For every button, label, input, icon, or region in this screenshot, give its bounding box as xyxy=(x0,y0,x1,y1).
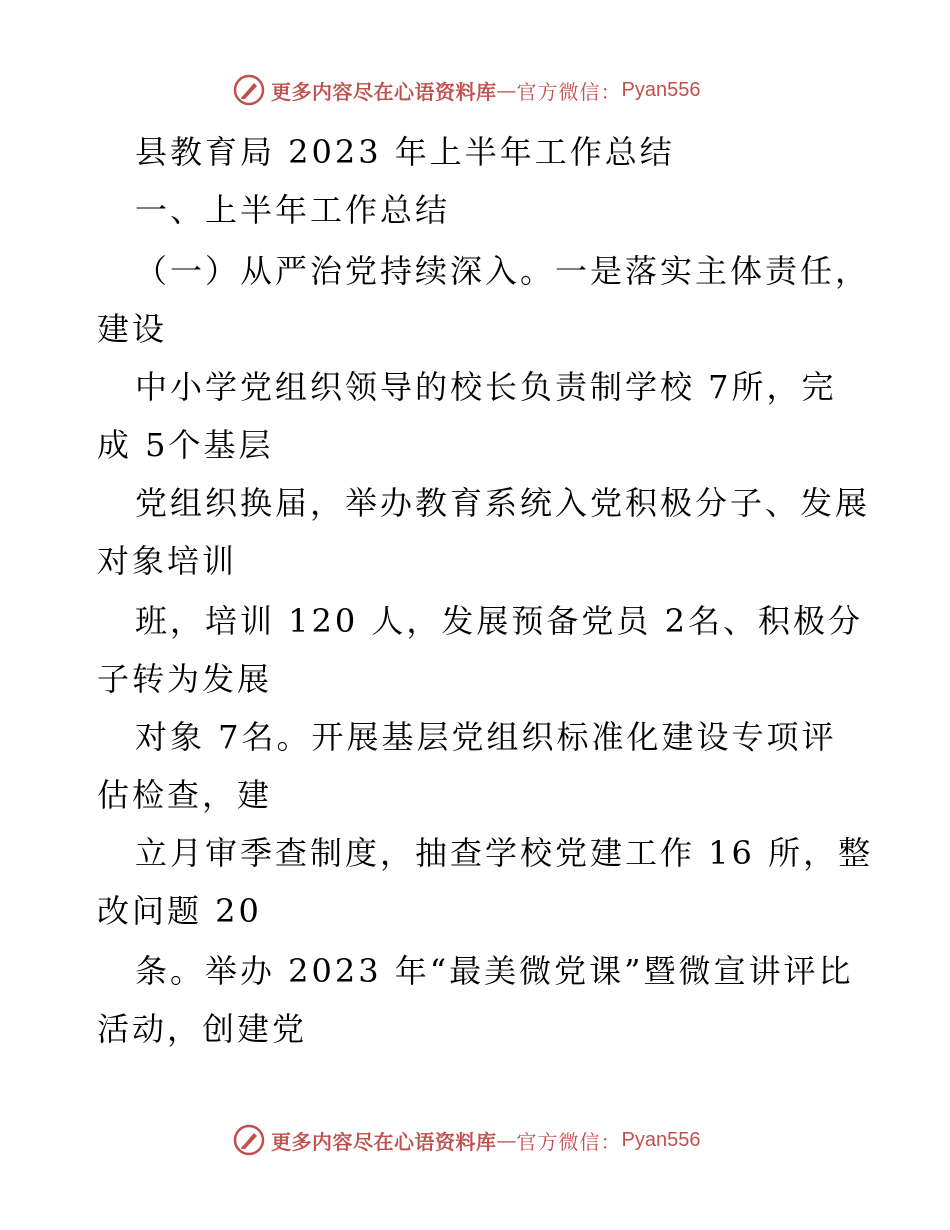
paragraph-line: 对象 7名。开展基层党组织标准化建设专项评 xyxy=(135,718,837,756)
paragraph-line: 子转为发展 xyxy=(97,660,273,698)
watermark-brand: 更多内容尽在心语资料库 xyxy=(271,1129,497,1154)
watermark-brand: 更多内容尽在心语资料库 xyxy=(271,79,497,104)
document-title: 县教育局 2023 年上半年工作总结 xyxy=(135,133,675,171)
paragraph-line: 班，培训 120 人，发展预备党员 2名、积极分 xyxy=(135,602,863,640)
paragraph-line: 活动，创建党 xyxy=(97,1010,308,1048)
watermark-wechat-id: Pyan556 xyxy=(621,78,701,101)
watermark-label: 官方微信： xyxy=(516,1129,622,1154)
footer-watermark xyxy=(233,1122,700,1158)
pen-logo-icon xyxy=(233,74,265,106)
watermark-separator: — xyxy=(496,78,517,102)
watermark-separator: — xyxy=(496,1128,517,1152)
paragraph-line: （一）从严治党持续深入。一是落实主体责任， xyxy=(135,252,871,290)
watermark-wechat-id: Pyan556 xyxy=(621,1128,701,1151)
paragraph-line: 中小学党组织领导的校长负责制学校 7所，完 xyxy=(135,368,837,406)
watermark-label: 官方微信： xyxy=(516,79,622,104)
pen-logo-icon xyxy=(233,1124,265,1156)
header-watermark xyxy=(233,72,700,108)
paragraph-line: 改问题 20 xyxy=(97,892,262,930)
paragraph-line: 条。举办 2023 年“最美微党课”暨微宣讲评比 xyxy=(135,952,854,990)
paragraph-line: 对象培训 xyxy=(97,542,238,580)
paragraph-line: 党组织换届，举办教育系统入党积极分子、发展 xyxy=(135,484,871,522)
paragraph-line: 立月审季查制度，抽查学校党建工作 16 所，整 xyxy=(135,834,874,872)
paragraph-line: 成 5个基层 xyxy=(97,426,274,464)
paragraph-line: 估检查，建 xyxy=(97,776,273,814)
section-heading: 一、上半年工作总结 xyxy=(135,191,451,229)
paragraph-line: 建设 xyxy=(97,310,168,348)
